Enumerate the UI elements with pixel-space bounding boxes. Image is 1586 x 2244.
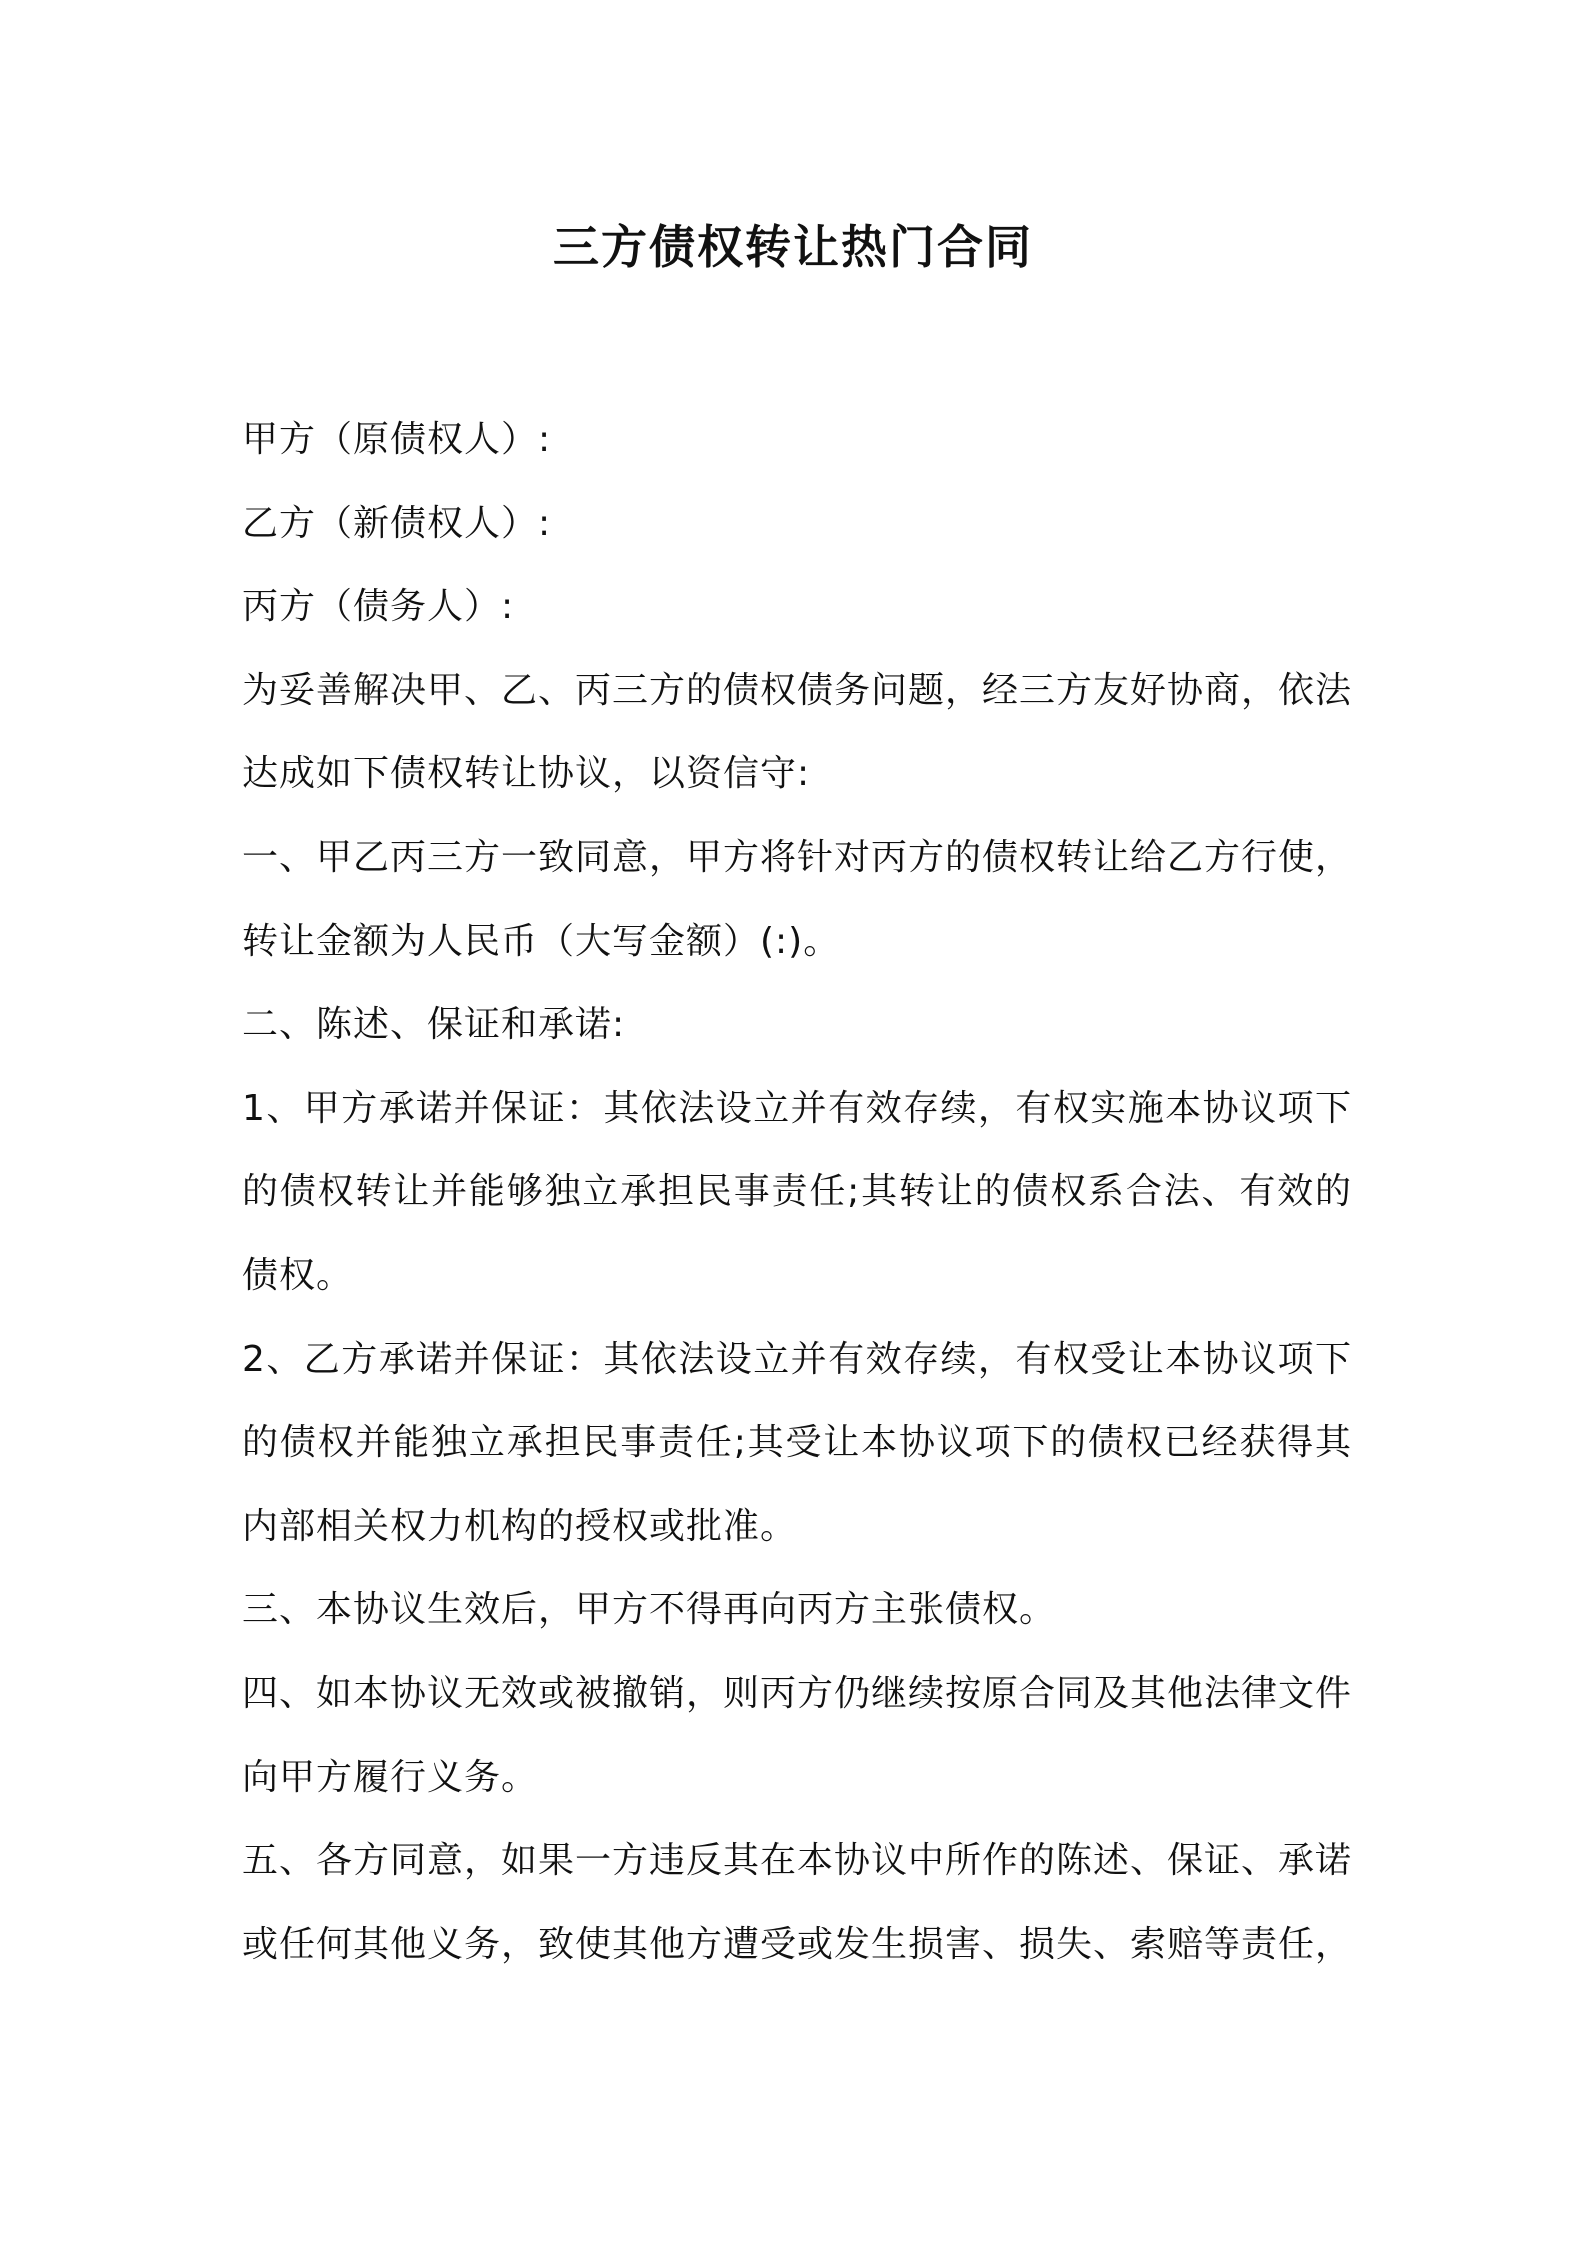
paragraph-line: 债权。 bbox=[242, 1254, 354, 1296]
paragraph-line: 内部相关权力机构的授权或批准。 bbox=[242, 1505, 798, 1547]
paragraph-line: 达成如下债权转让协议，以资信守: bbox=[242, 753, 811, 795]
party-a-line: 甲方（原债权人）: bbox=[242, 419, 552, 460]
paragraph-line: 为妥善解决甲、乙、丙三方的债权债务问题，经三方友好协商，依法 bbox=[242, 669, 1353, 711]
paragraph-line: 转让金额为人民币（大写金额）(:)。 bbox=[242, 920, 841, 962]
paragraph-line: 1、甲方承诺并保证：其依法设立并有效存续，有权实施本协议项下 bbox=[242, 1087, 1352, 1129]
document-body bbox=[242, 398, 1352, 1986]
paragraph-line: 的债权并能独立承担民事责任;其受让本协议项下的债权已经获得其 bbox=[242, 1422, 1352, 1464]
section-heading: 二、陈述、保证和承诺: bbox=[242, 1004, 626, 1046]
paragraph-line: 2、乙方承诺并保证：其依法设立并有效存续，有权受让本协议项下 bbox=[242, 1338, 1352, 1380]
paragraph-line: 四、如本协议无效或被撤销，则丙方仍继续按原合同及其他法律文件 bbox=[242, 1672, 1353, 1714]
paragraph-line: 三、本协议生效后，甲方不得再向丙方主张债权。 bbox=[242, 1589, 1057, 1631]
paragraph-line: 的债权转让并能够独立承担民事责任;其转让的债权系合法、有效的 bbox=[242, 1171, 1352, 1213]
party-c-line: 丙方（债务人）: bbox=[242, 586, 515, 628]
paragraph-line: 五、各方同意，如果一方违反其在本协议中所作的陈述、保证、承诺 bbox=[242, 1840, 1353, 1882]
paragraph-line: 或任何其他义务，致使其他方遭受或发生损害、损失、索赔等责任， bbox=[242, 1923, 1353, 1965]
party-b-line: 乙方（新债权人）: bbox=[242, 502, 552, 544]
document-title: 三方债权转让热门合同 bbox=[553, 220, 1033, 274]
paragraph-line: 一、甲乙丙三方一致同意，甲方将针对丙方的债权转让给乙方行使， bbox=[242, 836, 1353, 878]
paragraph-line: 向甲方履行义务。 bbox=[242, 1756, 539, 1798]
